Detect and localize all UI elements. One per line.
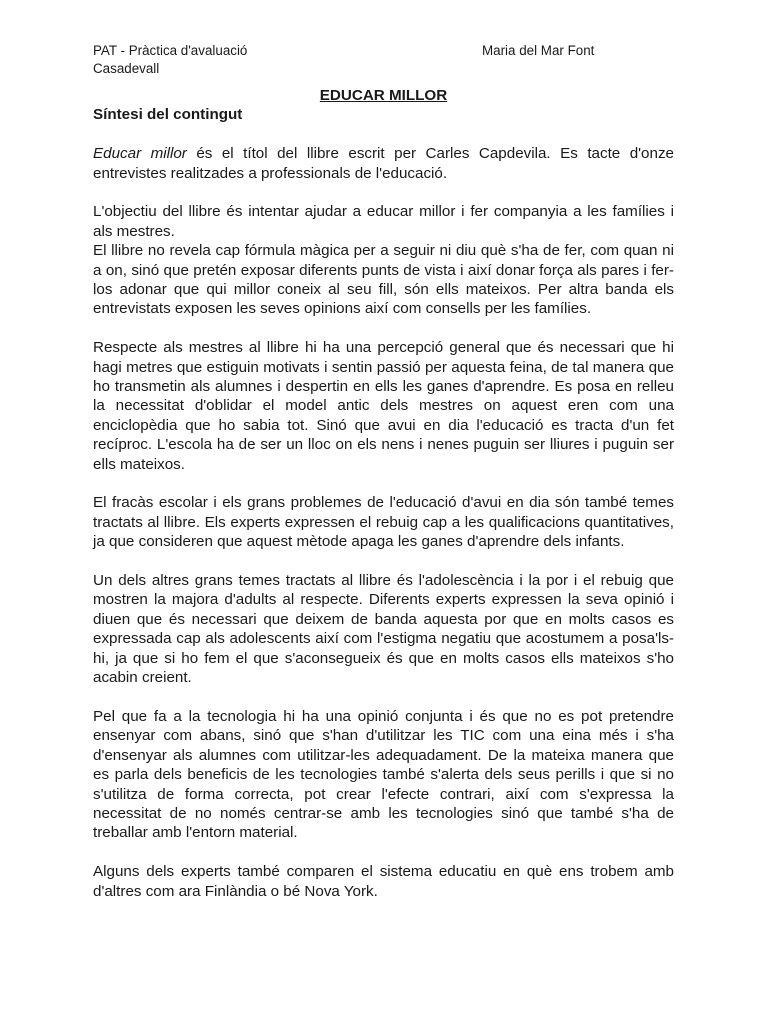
section-heading: Síntesi del contingut xyxy=(93,106,243,124)
paragraph-teachers: Respecte als mestres al llibre hi ha una percepció general que és necessari que hi hagi metres que estiguin motivats i sentin passió per aquesta feina, de tal manera que ho transmetin als alumnes i despertin en ells les ganes d'aprendre. Es posa en relleu la necessitat d'oblidar el model antic dels mestres on aquest eren com una enciclopèdia que ho sabia tot. Sinó que avui en dia l'educació es tracta d'un fet recíproc. L'escola ha de ser un lloc on els nens i nenes puguin ser lliures i puguin ser ells mateixos. xyxy=(93,339,674,473)
header-author-surname: Casadevall xyxy=(93,61,160,76)
paragraph-no-magic-formula: El llibre no revela cap fórmula màgica per a seguir ni diu què s'ha de fer, com quan ni a on, sinó que pretén exposar diferents punts de vista i així donar força als pares i fer-los adonar que qui millor coneix al seu fill, són ells mateixos. Per altra banda els entrevistats exposen les seves opinions així com consells per les famílies. xyxy=(93,242,674,318)
paragraph-school-failure: El fracàs escolar i els grans problemes de l'educació d'avui en dia són també temes tractats al llibre. Els experts expressen el rebuig cap a les qualificacions quantitatives, ja que consideren que aquest mètode apaga les ganes d'aprendre dels infants. xyxy=(93,494,674,551)
paragraph-adolescence: Un dels altres grans temes tractats al llibre és l'adolescència i la por i el rebuig que mostren la majora d'adults al respecte. Diferents experts expressen la seva opinió i diuen que és necessari que deixem de banda aquesta por que en molts casos es expressada cap als adolescents així com l'estigma negatiu que acostumem a posa'ls-hi, ja que si ho fem el que s'aconsegueix és que en molts casos ells mateixos s'ho acabin creient. xyxy=(93,572,674,687)
document-title: EDUCAR MILLOR xyxy=(319,87,448,104)
document-body xyxy=(93,86,674,901)
paragraph-technology: Pel que fa a la tecnologia hi ha una opinió conjunta i és que no es pot pretendre ensenyar com abans, sinó que s'han d'utilitzar les TIC com una eina més i s'ha d'ensenyar als alumnes com utilitzar-les adequadament. De la mateixa manera que es parla dels beneficis de les tecnologies també s'alerta dels seus perills i que si no s'utilitza de forma correcta, pot crear l'efecte contrari, així com s'expressa la necessitat de no només centrar-se amb les tecnologies sinó que també s'ha de treballar amb l'entorn material. xyxy=(93,707,674,842)
header-course: PAT - Pràctica d'avaluació xyxy=(93,43,248,58)
header-author-name: Maria del Mar Font xyxy=(482,43,595,58)
intro-text: és el títol del llibre escrit per Carles Capdevila. Es tacte d'onze entrevistes realitzades a professionals de l'educació. xyxy=(93,145,674,182)
paragraph-comparison: Alguns dels experts també comparen el sistema educatiu en què ens trobem amb d'altres com ara Finlàndia o bé Nova York. xyxy=(93,863,674,900)
book-title: Educar millor xyxy=(93,145,187,163)
header-course-and-author-surname xyxy=(93,42,473,78)
intro-paragraph xyxy=(93,144,674,183)
paragraph-objective: L'objectiu del llibre és intentar ajudar a educar millor i fer companyia a les famílies i als mestres. xyxy=(93,203,674,240)
